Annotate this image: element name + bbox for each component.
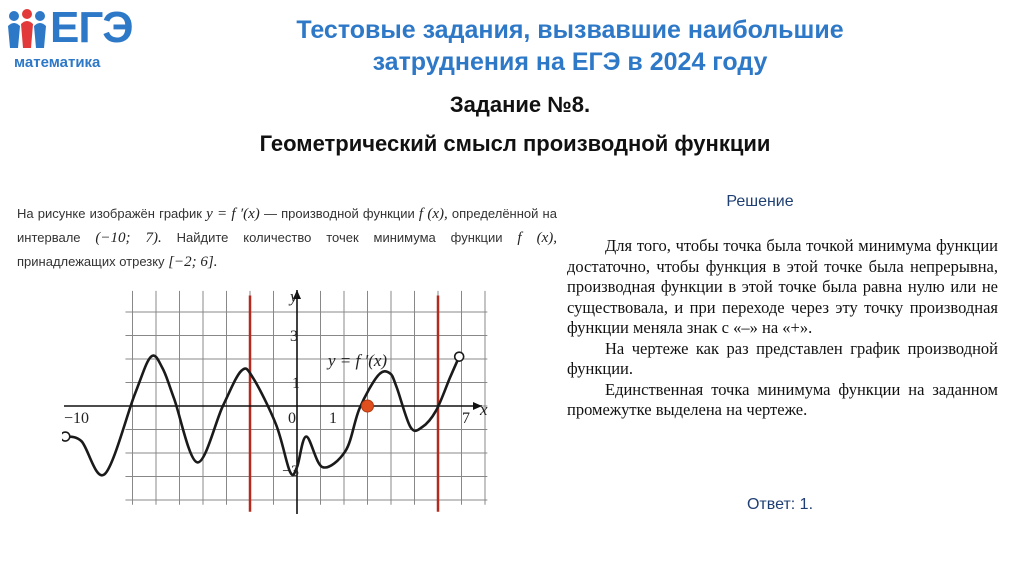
tick-label-y-3: 3 [290, 328, 298, 345]
problem-formula-4: f (x), [517, 230, 557, 246]
problem-text-2: — производной функции [263, 206, 415, 221]
problem-statement [17, 202, 557, 274]
x-axis-label: x [480, 400, 488, 419]
subject-label: математика [14, 54, 101, 71]
tick-label-y-1: 1 [292, 375, 300, 392]
tick-label-x-7: 7 [462, 410, 470, 427]
tick-label-x-minus10: −10 [64, 410, 90, 427]
task-number: Задание №8. [449, 92, 591, 117]
derivative-graph [62, 286, 494, 516]
minimum-point-marker [362, 400, 374, 412]
title-line-2: затруднения на ЕГЭ в 2024 году [372, 48, 768, 76]
problem-formula-1: y = f ′(x) [206, 206, 260, 222]
solution-paragraph-1: Для того, чтобы точка была точкой минимума функции достаточно, чтобы функция в этой точке была непрерывна, производная функции в этой точке была равна нулю или не существовала, и при переходе через эту точку производная функции меняла знак с «–» на «+». [567, 236, 998, 337]
solution-text [567, 236, 998, 421]
y-axis-label: y [290, 287, 298, 306]
solution-paragraph-3: Единственная точка минимума функции на заданном промежутке выделена на чертеже. [567, 379, 998, 419]
title-line-1: Тестовые задания, вызвавшие наибольшие [296, 16, 844, 44]
tick-label-y-minus3: −3 [282, 463, 300, 480]
graph-labels [64, 287, 488, 480]
ege-logo [2, 2, 152, 74]
answer-text: Ответ: 1. [746, 496, 814, 513]
solution-paragraph-2: На чертеже как раз представлен график производной функции. [567, 338, 998, 378]
tick-label-origin: 0 [288, 410, 296, 427]
solution-heading: Решение [726, 193, 794, 210]
task-topic: Геометрический смысл производной функции [259, 131, 771, 156]
problem-formula-5: [−2; 6]. [168, 254, 218, 270]
curve [62, 352, 464, 475]
problem-text-1: На рисунке изображён график [17, 206, 202, 221]
logo-text: ЕГЭ [50, 3, 133, 52]
tick-label-x-1: 1 [329, 410, 337, 427]
problem-text-4: Найдите количество точек минимума функции [176, 230, 503, 245]
grid [125, 291, 487, 505]
people-logo-icon [6, 8, 48, 50]
problem-formula-3: (−10; 7). [95, 230, 162, 246]
problem-text-3: определённой на интервале [17, 206, 557, 245]
page-title [200, 14, 940, 78]
derivative-curve [65, 356, 459, 476]
curve-label: y = f ′(x) [328, 351, 388, 370]
problem-formula-2: f (x), [418, 206, 448, 222]
open-endpoint [62, 432, 70, 441]
open-endpoint [455, 352, 464, 361]
problem-text-5: принадлежащих отрезку [17, 254, 165, 269]
